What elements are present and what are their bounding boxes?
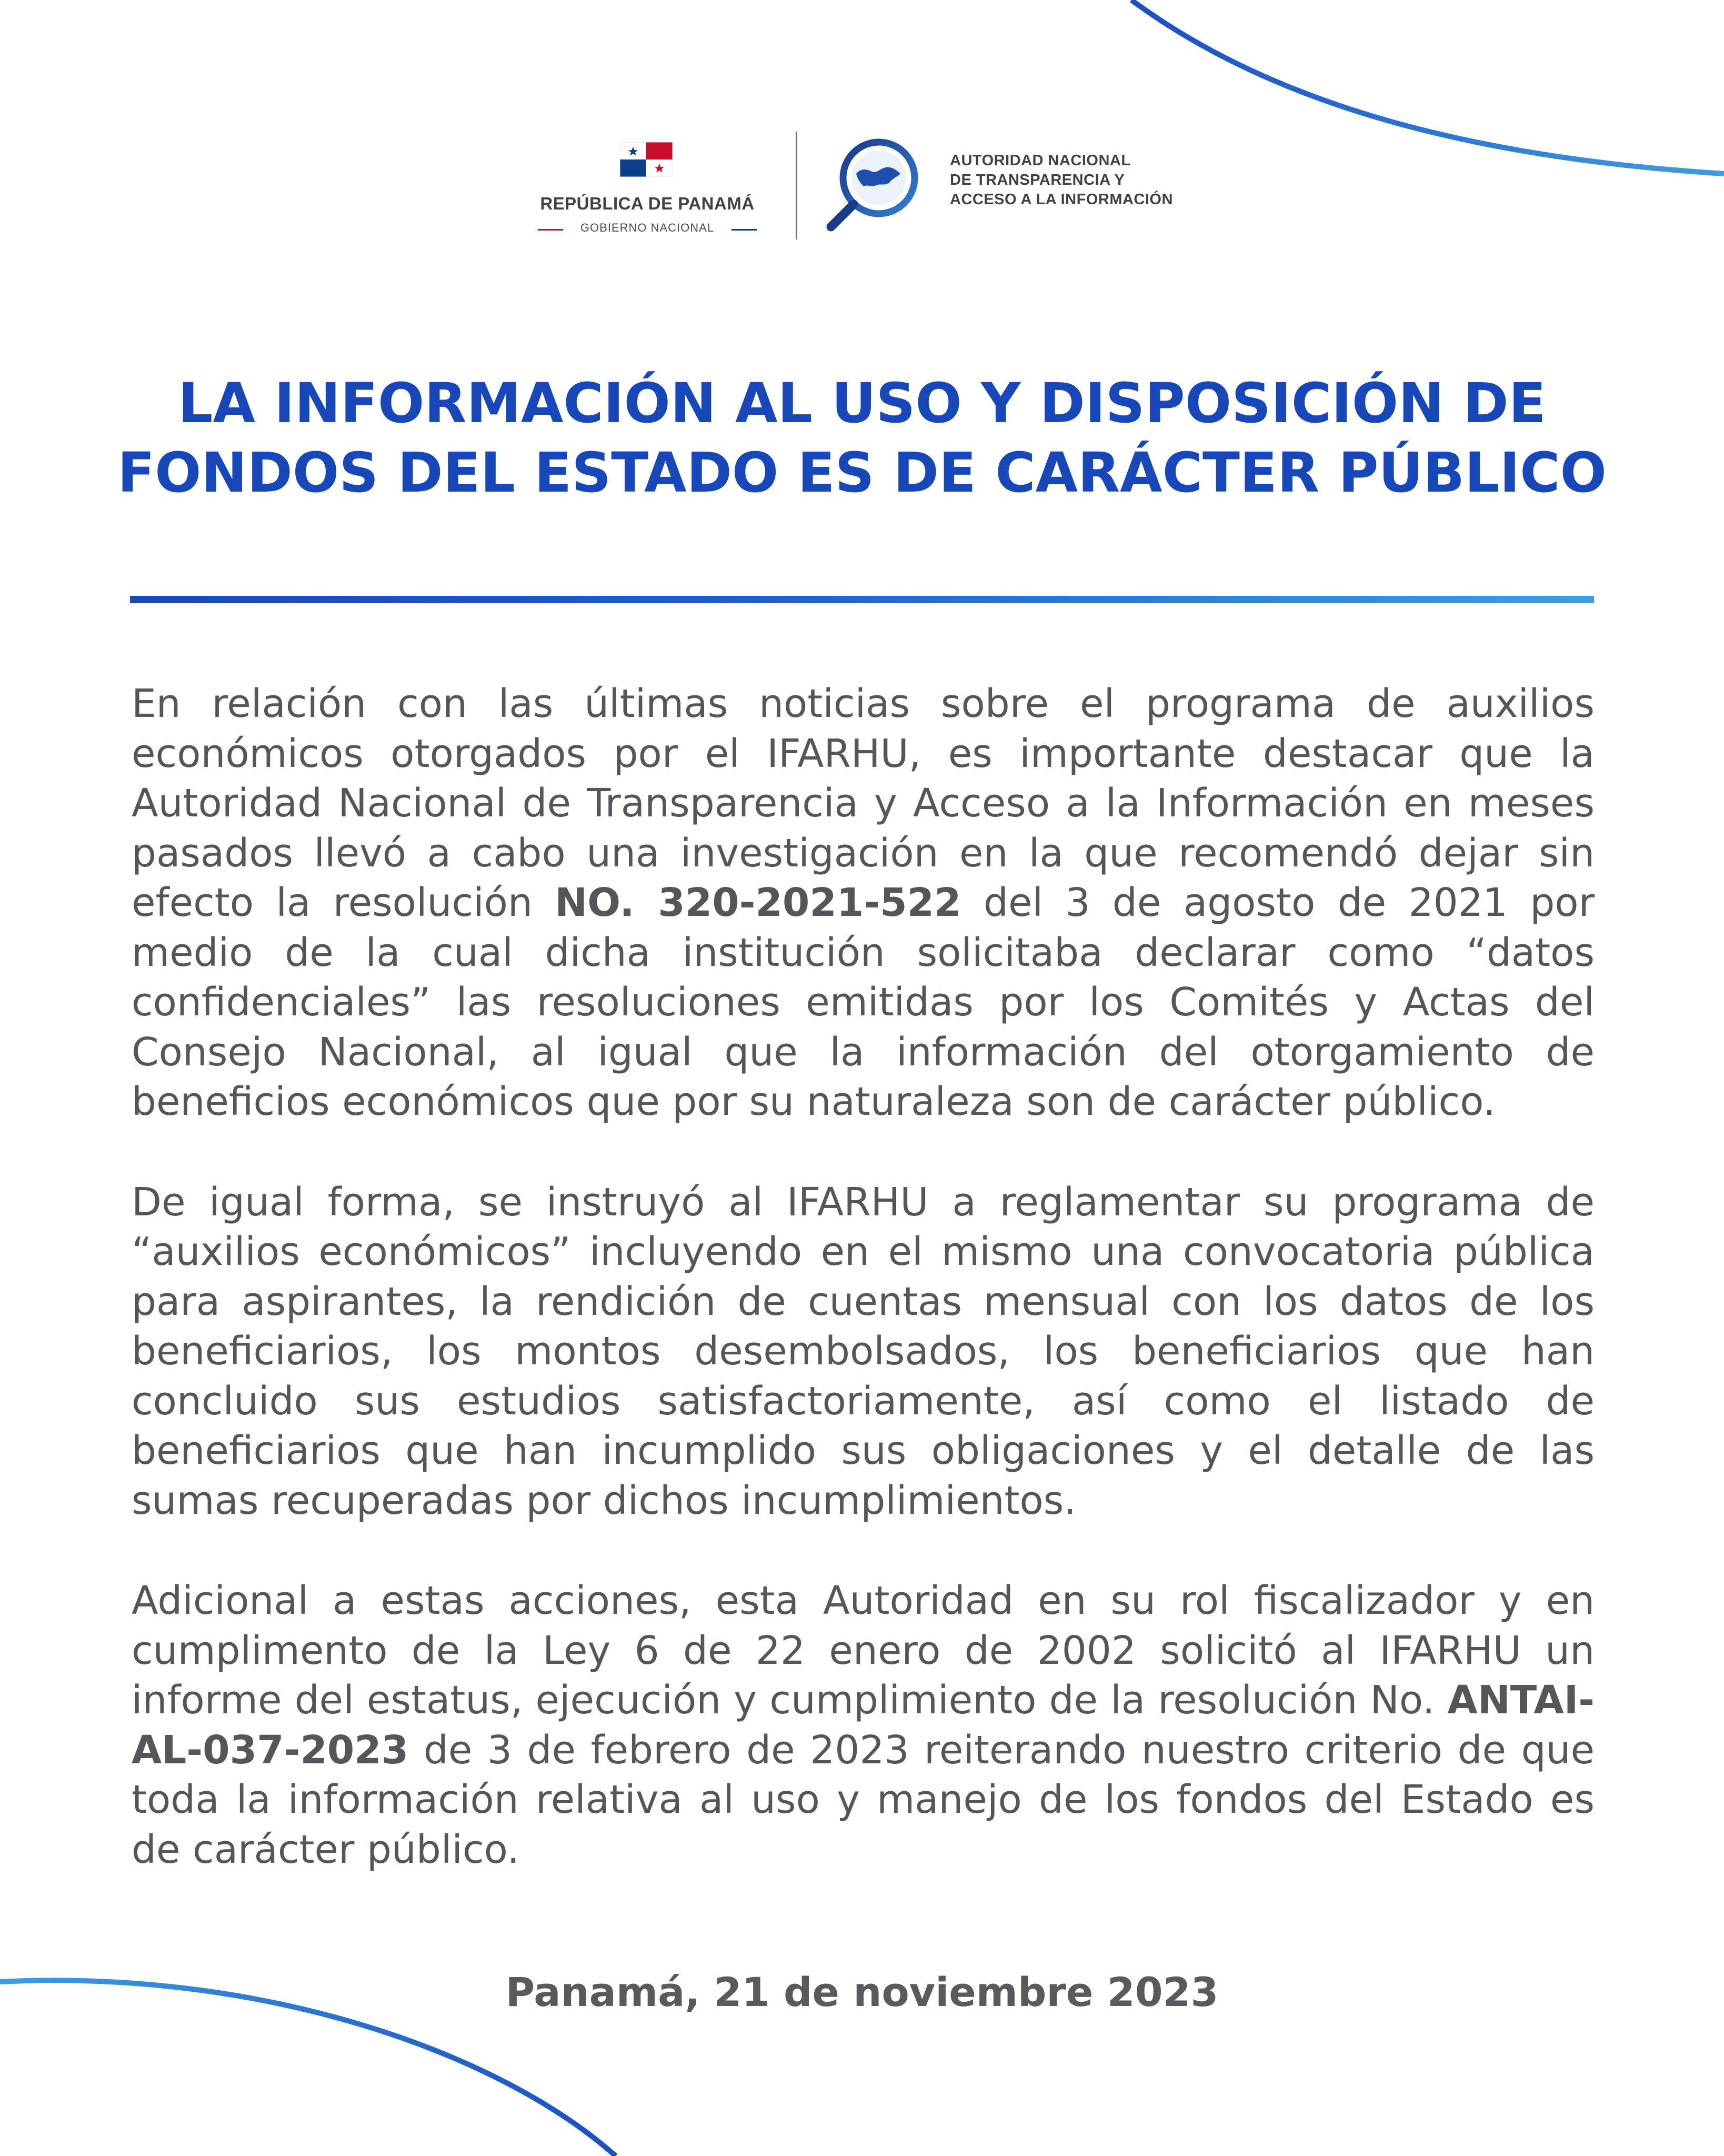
gov-title: REPÚBLICA DE PANAMÁ: [540, 194, 755, 213]
gov-blue-line: [731, 229, 757, 231]
logo-divider: [796, 132, 797, 239]
paragraph-3-text-a: Adicional a estas acciones, esta Autoridad en su rol fiscalizador y en cumplimento de la Ley 6 de 22 enero de 2002 solicitó al IFARHU un informe del estatus, ejecución y cumplimiento de la resolución No.: [132, 1578, 1595, 1723]
gov-subtitle: GOBIERNO NACIONAL: [580, 221, 715, 234]
paragraph-1: [132, 679, 1595, 1127]
antai-magnifier-logo-icon: [824, 137, 921, 234]
statement-body: [132, 679, 1595, 1925]
paragraph-3-text-b: de 3 de febrero de 2023 reiterando nuestro criterio de que toda la información relativa al uso y manejo de los fondos del Estado es de carácter público.: [132, 1727, 1595, 1872]
gobierno-nacional-logo: [516, 142, 779, 242]
antai-line-1: AUTORIDAD NACIONAL: [950, 152, 1131, 169]
paragraph-1-text-a: En relación con las últimas noticias sobre el programa de auxilios económicos otorgados por el IFARHU, es importante destacar que la Autoridad Nacional de Transparencia y Acceso a la Información en meses pasados llevó a cabo una investigación en la que recomendó dejar sin efecto la resolución: [132, 681, 1595, 925]
title-line-1: LA INFORMACIÓN AL USO Y DISPOSICIÓN DE: [178, 371, 1546, 435]
antai-line-2: DE TRANSPARENCIA Y: [950, 172, 1125, 188]
title-line-2: FONDOS DEL ESTADO ES DE CARÁCTER PÚBLICO: [117, 441, 1607, 505]
paragraph-2: De igual forma, se instruyó al IFARHU a reglamentar su programa de “auxilios económicos” incluyendo en el mismo una convocatoria pública para aspirantes, la rendición de cuentas mensual con los datos de los beneficiarios, los montos desembolsados, los beneficiarios que han concluido sus estudios satisfactoriamente, así como el listado de beneficiarios que han incumplido sus obligaciones y el detalle de las sumas recuperadas por dichos incumplimientos.: [132, 1179, 1595, 1523]
resolution-number-antai: ANTAI-AL-037-2023: [132, 1678, 1595, 1773]
header-logos: [0, 132, 1724, 253]
panama-flag-icon: [620, 142, 673, 177]
paragraph-3: [132, 1576, 1595, 1874]
antai-name: [950, 151, 1266, 209]
gov-red-line: [538, 229, 563, 231]
title-underline-rule: [130, 596, 1594, 603]
page-title: [105, 368, 1619, 507]
signature-date: Panamá, 21 de noviembre 2023: [505, 1969, 1219, 2015]
paragraph-1-text-b: del 3 de agosto de 2021 por medio de la cual dicha institución solicitaba declarar como “datos confidenciales” las resoluciones emitidas por los Comités y Actas del Consejo Nacional, al igual que la información del otorgamiento de beneficios económicos que por su naturaleza son de carácter público.: [132, 880, 1595, 1124]
antai-line-3: ACCESO A LA INFORMACIÓN: [950, 191, 1173, 208]
resolution-number-ifarhu: NO. 320-2021-522: [555, 880, 961, 925]
